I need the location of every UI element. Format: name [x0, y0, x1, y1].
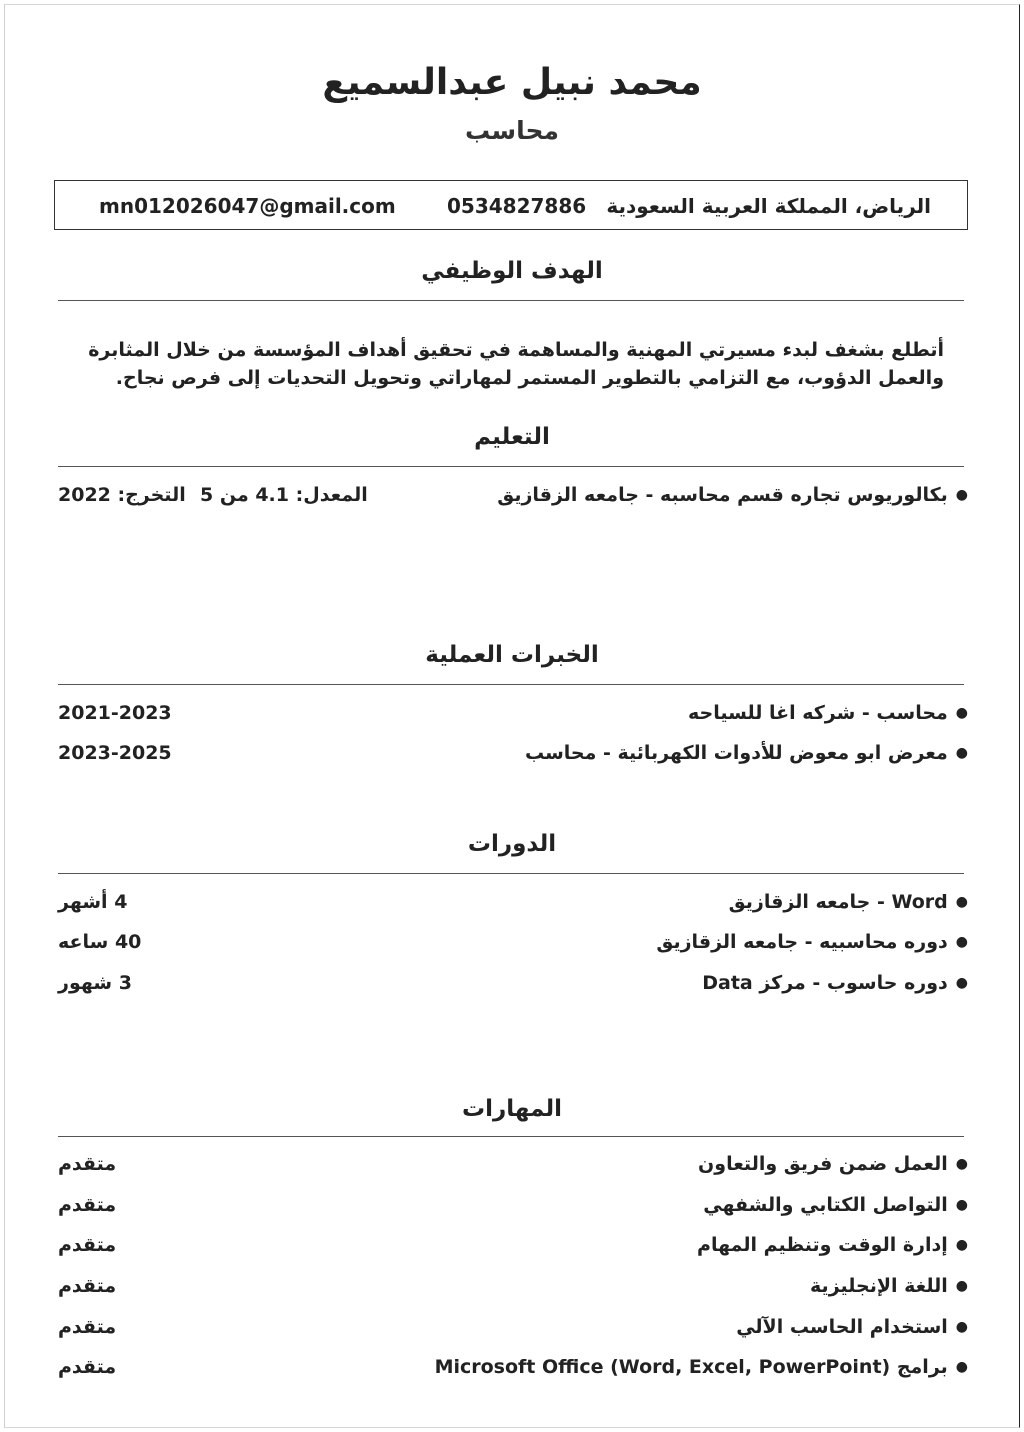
course-row [40, 891, 986, 921]
skill-name: ●العمل ضمن فريق والتعاون [698, 1153, 968, 1175]
bullet-icon: ● [955, 934, 968, 950]
objective-divider [58, 300, 964, 301]
experience-row [40, 742, 986, 772]
candidate-name: محمد نبيل عبدالسميع [322, 62, 702, 103]
course-title: ●دوره محاسبيه - جامعه الزقازيق [656, 931, 968, 953]
skill-level: متقدم [58, 1194, 117, 1216]
skill-row [40, 1153, 986, 1183]
objective-heading: الهدف الوظيفي [421, 258, 603, 284]
bullet-icon: ● [955, 487, 968, 503]
skill-row [40, 1275, 986, 1305]
course-row [40, 972, 986, 1002]
education-gpa: المعدل: 4.1 من 5 [200, 484, 368, 506]
skill-row [40, 1194, 986, 1224]
experience-period: 2023-2025 [58, 742, 172, 764]
course-duration: 4 أشهر [58, 891, 128, 913]
skill-name: ●إدارة الوقت وتنظيم المهام [697, 1234, 968, 1256]
bullet-icon: ● [955, 705, 968, 721]
bullet-icon: ● [955, 1237, 968, 1253]
contact-email: mn012026047@gmail.com [99, 194, 396, 218]
contact-box [54, 180, 968, 230]
skill-level: متقدم [58, 1153, 117, 1175]
objective-text: أتطلع بشغف لبدء مسيرتي المهنية والمساهمة في تحقيق أهداف المؤسسة من خلال المثابرة والعمل الدؤوب، مع التزامي بالتطوير المستمر لمهاراتي وتحويل التحديات إلى فرص نجاح. [88, 339, 944, 389]
bullet-icon: ● [955, 1359, 968, 1375]
skill-row [40, 1234, 986, 1264]
education-degree: ●بكالوريوس تجاره قسم محاسبه - جامعه الزقازيق [497, 484, 968, 506]
skill-name: ●استخدام الحاسب الآلي [736, 1316, 968, 1338]
contact-location: الرياض، المملكة العربية السعودية [606, 194, 931, 218]
education-graduation: التخرج: 2022 [58, 484, 186, 506]
skill-name: ●برامج Microsoft Office (Word, Excel, PowerPoint) [434, 1356, 968, 1378]
skill-level: متقدم [58, 1275, 117, 1297]
skill-row [40, 1316, 986, 1346]
skill-level: متقدم [58, 1356, 117, 1378]
bullet-icon: ● [955, 894, 968, 910]
course-duration: 40 ساعه [58, 931, 142, 953]
contact-phone: 0534827886 [447, 194, 587, 218]
course-duration: 3 شهور [58, 972, 132, 994]
bullet-icon: ● [955, 745, 968, 761]
course-title: ●Word - جامعه الزقازيق [728, 891, 968, 913]
bullet-icon: ● [955, 1319, 968, 1335]
bullet-icon: ● [955, 1156, 968, 1172]
bullet-icon: ● [955, 1278, 968, 1294]
bullet-icon: ● [955, 975, 968, 991]
skills-divider [58, 1136, 964, 1137]
experience-title: ●محاسب - شركه اغا للسياحه [688, 702, 968, 724]
education-heading: التعليم [474, 424, 550, 450]
skill-row [40, 1356, 986, 1386]
courses-divider [58, 873, 964, 874]
skills-heading: المهارات [462, 1096, 562, 1122]
skill-name: ●اللغة الإنجليزية [810, 1275, 968, 1297]
education-divider [58, 466, 964, 467]
experience-divider [58, 684, 964, 685]
job-title: محاسب [465, 116, 559, 145]
experience-row [40, 702, 986, 732]
bullet-icon: ● [955, 1197, 968, 1213]
skill-name: ●التواصل الكتابي والشفهي [703, 1194, 968, 1216]
course-row [40, 931, 986, 961]
education-row [40, 484, 986, 514]
experience-period: 2021-2023 [58, 702, 172, 724]
experience-title: ●معرض ابو معوض للأدوات الكهربائية - محاسب [524, 742, 968, 764]
courses-heading: الدورات [467, 831, 557, 857]
skill-level: متقدم [58, 1316, 117, 1338]
course-title: ●دوره حاسوب - مركز Data [702, 972, 968, 994]
skill-level: متقدم [58, 1234, 117, 1256]
experience-heading: الخبرات العملية [425, 642, 599, 668]
